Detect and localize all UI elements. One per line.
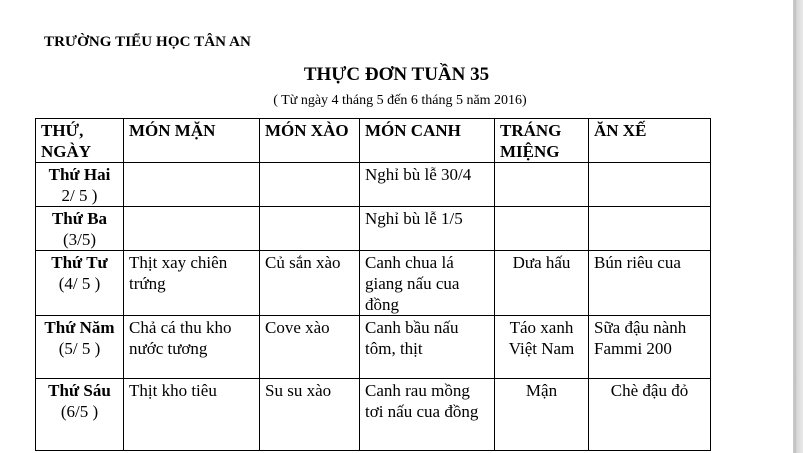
mon-canh-cell: Canh bầu nấu tôm, thịt xyxy=(360,316,495,379)
an-xe-cell: Chè đậu đỏ xyxy=(589,379,711,451)
mon-canh-cell: Nghỉ bù lễ 30/4 xyxy=(360,163,495,207)
table-row xyxy=(36,379,711,451)
day-name: Thứ Hai xyxy=(48,165,111,184)
date-range: ( Từ ngày 4 tháng 5 đến 6 tháng 5 năm 2016) xyxy=(273,93,527,108)
day-cell xyxy=(36,163,124,207)
mon-xao-cell xyxy=(260,163,360,207)
menu-table xyxy=(35,118,711,451)
trang-mieng-cell: Dưa hấu xyxy=(495,251,589,316)
day-cell xyxy=(36,379,124,451)
mon-man-cell: Thịt kho tiêu xyxy=(124,379,260,451)
day-date: (3/5) xyxy=(62,230,97,249)
day-name: Thứ Tư xyxy=(51,253,108,272)
table-header-row xyxy=(36,119,711,163)
header-an-xe: ĂN XẾ xyxy=(589,119,711,163)
day-name: Thứ Năm xyxy=(44,318,115,337)
mon-canh-cell: Canh chua lá giang nấu cua đồng xyxy=(360,251,495,316)
trang-mieng-cell: Mận xyxy=(495,379,589,451)
trang-mieng-cell xyxy=(495,163,589,207)
trang-mieng-cell xyxy=(495,207,589,251)
day-date: (4/ 5 ) xyxy=(58,274,101,293)
mon-xao-cell: Su su xào xyxy=(260,379,360,451)
table-row xyxy=(36,316,711,379)
menu-title: THỰC ĐƠN TUẦN 35 xyxy=(303,64,490,85)
page-edge-shadow xyxy=(793,0,803,453)
mon-canh-cell: Canh rau mồng tơi nấu cua đồng xyxy=(360,379,495,451)
an-xe-cell: Sữa đậu nành Fammi 200 xyxy=(589,316,711,379)
day-name: Thứ Sáu xyxy=(48,381,111,400)
header-mon-man: MÓN MẶN xyxy=(124,119,260,163)
mon-xao-cell xyxy=(260,207,360,251)
mon-man-cell xyxy=(124,163,260,207)
an-xe-cell xyxy=(589,207,711,251)
day-date: (5/ 5 ) xyxy=(58,339,101,358)
table-row xyxy=(36,207,711,251)
mon-man-cell: Thịt xay chiên trứng xyxy=(124,251,260,316)
mon-man-cell xyxy=(124,207,260,251)
day-date: 2/ 5 ) xyxy=(61,186,98,205)
day-name: Thứ Ba xyxy=(51,209,108,228)
header-mon-xao: MÓN XÀO xyxy=(260,119,360,163)
an-xe-cell: Bún riêu cua xyxy=(589,251,711,316)
header-mon-canh: MÓN CANH xyxy=(360,119,495,163)
day-cell xyxy=(36,251,124,316)
header-day: THỨ, NGÀY xyxy=(36,119,124,163)
mon-xao-cell: Cove xào xyxy=(260,316,360,379)
table-row xyxy=(36,251,711,316)
school-name: TRƯỜNG TIỂU HỌC TÂN AN xyxy=(44,34,251,50)
day-cell xyxy=(36,316,124,379)
mon-man-cell: Chả cá thu kho nước tương xyxy=(124,316,260,379)
day-cell xyxy=(36,207,124,251)
table-row xyxy=(36,163,711,207)
day-date: (6/5 ) xyxy=(60,402,99,421)
an-xe-cell xyxy=(589,163,711,207)
header-trang-mieng: TRÁNG MIỆNG xyxy=(495,119,589,163)
mon-canh-cell: Nghỉ bù lễ 1/5 xyxy=(360,207,495,251)
trang-mieng-cell: Táo xanh Việt Nam xyxy=(495,316,589,379)
mon-xao-cell: Củ sắn xào xyxy=(260,251,360,316)
